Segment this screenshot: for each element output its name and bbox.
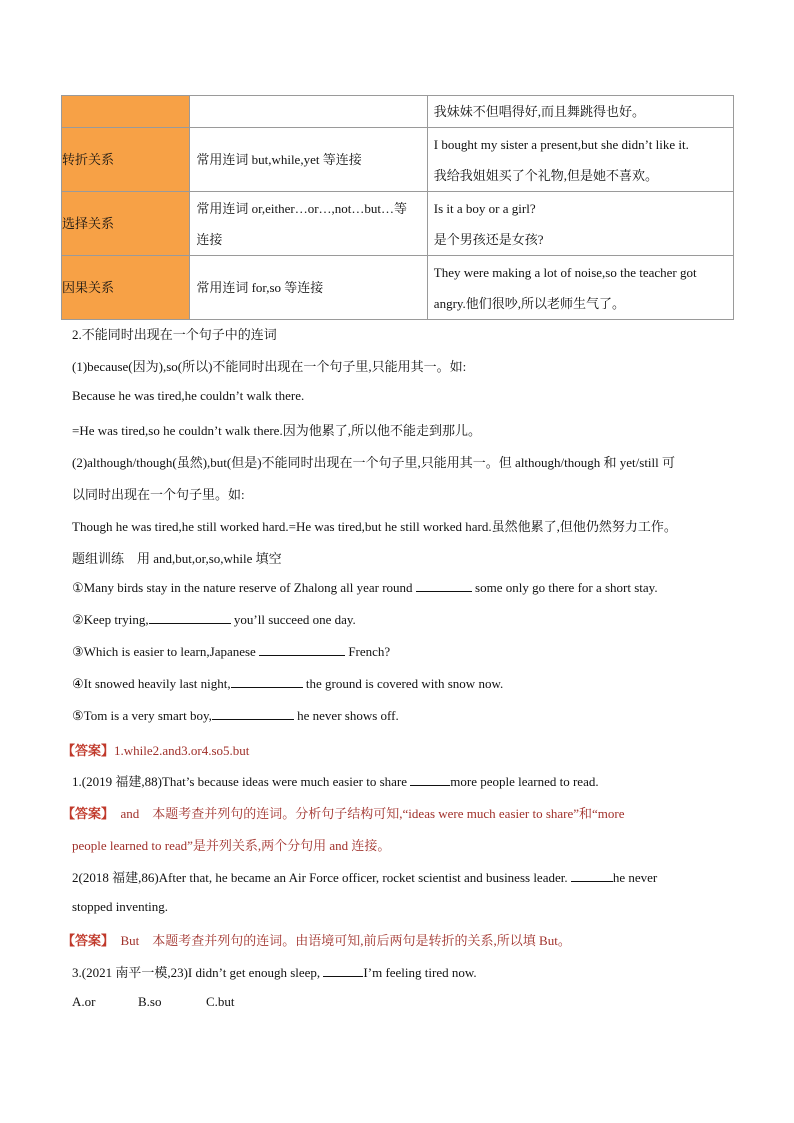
- option-b[interactable]: B.so: [138, 994, 162, 1009]
- exercise-answer-cont: people learned to read”是并列关系,两个分句用 and 连接。: [72, 838, 391, 853]
- rule-cell: 常用连词 but,while,yet 等连接: [190, 128, 427, 192]
- exercise-question: 3.(2021 南平一模,23)I didn’t get enough sleep, I’m feeling tired now.: [72, 965, 477, 980]
- answer-blank[interactable]: [410, 774, 450, 786]
- example-line: I bought my sister a present,but she didn’t like it.: [433, 136, 689, 152]
- category-cell: 转折关系: [62, 128, 190, 192]
- rule-cell: [190, 192, 427, 256]
- section-heading: 2.不能同时出现在一个句子中的连词: [72, 327, 277, 342]
- example-line: They were making a lot of noise,so the teacher got: [433, 264, 697, 280]
- conjunction-table: [61, 95, 734, 320]
- paragraph: (1)because(因为),so(所以)不能同时出现在一个句子里,只能用其一。如:: [72, 359, 467, 374]
- practice-item: ③Which is easier to learn,Japanese French?: [72, 644, 391, 659]
- example-line: 是个男孩还是女孩?: [433, 231, 544, 247]
- table-row: [62, 256, 734, 320]
- rule-cell: [190, 96, 427, 128]
- practice-title: 题组训练 用 and,but,or,so,while 填空: [72, 551, 282, 566]
- example-sentence: Though he was tired,he still worked hard.=He was tired,but he still worked hard.虽然他累了,但他仍然努力工作。: [72, 519, 677, 534]
- example-cell: [427, 256, 733, 320]
- practice-item: ②Keep trying, you’ll succeed one day.: [72, 612, 356, 627]
- paragraph: 以同时出现在一个句子里。如:: [72, 487, 245, 502]
- answer-blank[interactable]: [149, 612, 231, 624]
- exercise-answer: 【答案】 But 本题考查并列句的连词。由语境可知,前后两句是转折的关系,所以填 But。: [62, 933, 571, 948]
- exercise-answer: 【答案】 and 本题考查并列句的连词。分析句子结构可知,“ideas were much easier to share”和“more: [62, 806, 625, 821]
- exercise-question: 1.(2019 福建,88)That’s because ideas were much easier to share more people learned to read.: [72, 774, 599, 789]
- answer-blank[interactable]: [571, 870, 613, 882]
- answer-options: [72, 994, 235, 1010]
- category-cell: 选择关系: [62, 192, 190, 256]
- answer-blank[interactable]: [212, 708, 294, 720]
- example-line: 我妹妹不但唱得好,而且舞跳得也好。: [433, 104, 646, 119]
- practice-answer: [62, 740, 249, 759]
- option-c[interactable]: C.but: [206, 994, 235, 1009]
- answer-tag: 【答案】: [62, 743, 115, 758]
- table-row: [62, 96, 734, 128]
- practice-item: ④It snowed heavily last night, the ground is covered with snow now.: [72, 676, 504, 691]
- answer-text: 1.while2.and3.or4.so5.but: [114, 743, 250, 758]
- answer-blank[interactable]: [323, 965, 363, 977]
- rule-cell: 常用连词 for,so 等连接: [190, 256, 427, 320]
- answer-blank[interactable]: [416, 580, 472, 592]
- answer-blank[interactable]: [231, 676, 303, 688]
- option-a[interactable]: A.or: [72, 994, 96, 1009]
- example-cell: [427, 96, 733, 128]
- rule-line: 连接: [196, 231, 223, 247]
- example-cell: [427, 128, 733, 192]
- example-line: angry.他们很吵,所以老师生气了。: [433, 295, 626, 311]
- table-row: [62, 192, 734, 256]
- example-sentence: Because he was tired,he couldn’t walk there.: [72, 388, 305, 403]
- paragraph: (2)although/though(虽然),but(但是)不能同时出现在一个句子里,只能用其一。但 although/though 和 yet/still 可: [72, 455, 676, 470]
- example-line: Is it a boy or a girl?: [433, 200, 536, 216]
- practice-item: ①Many birds stay in the nature reserve of Zhalong all year round some only go there for a short stay.: [72, 580, 658, 595]
- category-cell: [62, 96, 190, 128]
- exercise-question-cont: stopped inventing.: [72, 899, 169, 914]
- answer-tag: 【答案】: [62, 933, 108, 948]
- answer-tag: 【答案】: [62, 806, 108, 821]
- answer-blank[interactable]: [259, 644, 345, 656]
- example-sentence: =He was tired,so he couldn’t walk there.因为他累了,所以他不能走到那儿。: [72, 423, 481, 438]
- category-cell: 因果关系: [62, 256, 190, 320]
- table-row: [62, 128, 734, 192]
- rule-line: 常用连词 or,either…or…,not…but…等: [196, 200, 408, 216]
- example-cell: [427, 192, 733, 256]
- practice-item: ⑤Tom is a very smart boy, he never shows off.: [72, 708, 399, 723]
- exercise-question: 2(2018 福建,86)After that, he became an Air Force officer, rocket scientist and business leader. he never: [72, 870, 658, 885]
- example-line: 我给我姐姐买了个礼物,但是她不喜欢。: [433, 167, 659, 183]
